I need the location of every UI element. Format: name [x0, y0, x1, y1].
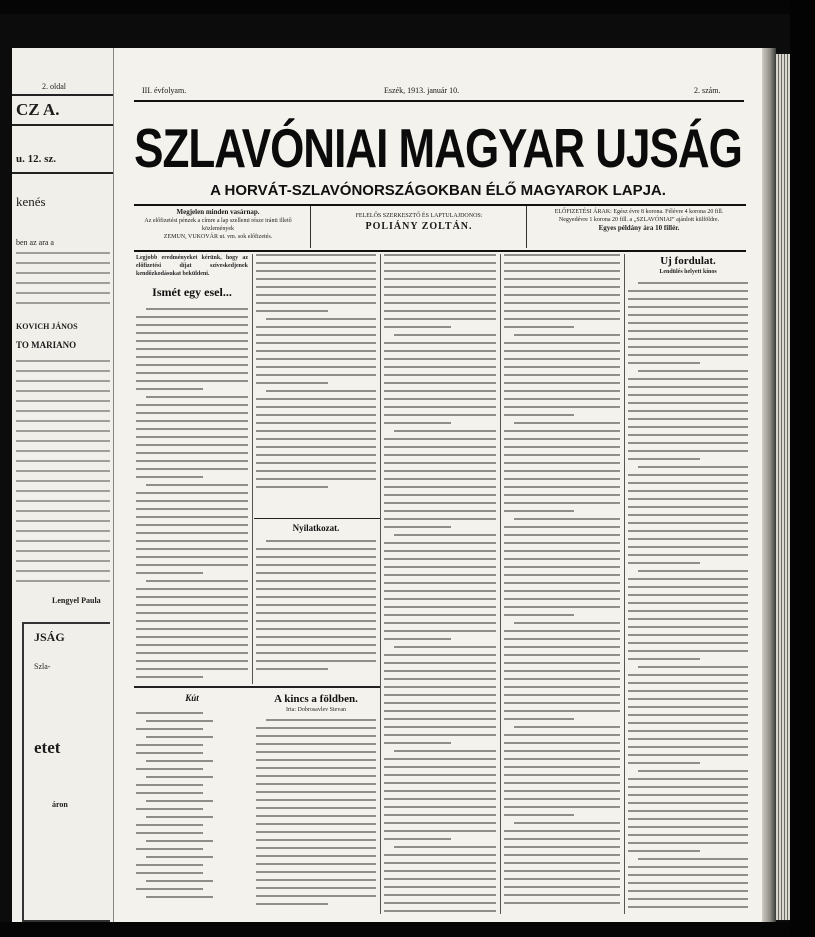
column-1 [136, 254, 248, 684]
declaration-text [256, 540, 376, 670]
volume-label: III. évfolyam. [142, 86, 187, 95]
editor-label: FELELŐS SZERKESZTŐ ÉS LAPTULAJDONOS: [355, 213, 483, 219]
newspaper-front-page [114, 48, 762, 922]
declaration-article [256, 522, 376, 682]
right-article-title: Uj fordulat. [660, 255, 716, 267]
poem [136, 692, 248, 914]
previous-page-box-end: áron [52, 800, 68, 809]
lead-intro: Legjobb eredményeket kérünk, hogy az előfizetési díjat szíveskedjenek kendőzkodásukat beküldeni. [136, 255, 248, 277]
column-4 [504, 254, 620, 914]
previous-page-box-title: JSÁG [34, 630, 65, 644]
film-border-bottom [0, 922, 815, 937]
film-border-right [790, 0, 815, 937]
feature-author: Irta: Dobrosavlev Stevan [286, 707, 346, 713]
publication-info-center [314, 212, 524, 252]
right-article-subtitle: Lendülés helyett kínos [659, 269, 717, 275]
publication-info-line: ZEMUN, VUKOVÁR ut. vm. sok előfizetés. [163, 234, 273, 240]
column-rule [624, 254, 625, 914]
section-rule [254, 518, 380, 519]
info-separator [310, 206, 311, 248]
previous-page-ad-name: KOVICH JÁNOS [16, 322, 78, 331]
declaration-title: Nyilatkozat. [292, 523, 340, 533]
info-separator [526, 206, 527, 248]
masthead-rule [134, 204, 746, 206]
previous-page-ad-place: TO MARIANO [16, 340, 77, 350]
lead-article-text [136, 308, 248, 678]
column-rule [252, 254, 253, 684]
column-4-text [504, 254, 620, 904]
previous-page-rule [12, 172, 114, 174]
subscription-line: Negyedévre 1 korona 20 fill. a „SZLAVÓNIAI” ajánlott külföldre. [558, 217, 720, 223]
masthead-title: SZLAVÓNIAI MAGYAR UJSÁG [134, 118, 742, 180]
poem-title: Kút [185, 693, 199, 703]
previous-page-box-line: Szla- [34, 662, 51, 671]
masthead-subtitle: A HORVÁT-SZLAVÓNORSZÁGOKBAN ÉLŐ MAGYAROK LAPJA. [210, 182, 666, 199]
subscription-line: ELŐFIZETÉSI ÁRAK: Egész évre 8 korona. Félévre 4 korona 20 fill. [554, 209, 724, 215]
previous-page-rule [12, 94, 114, 96]
date-place-label: Eszék, 1913. január 10. [384, 86, 460, 95]
previous-page-label: 2. oldal [42, 82, 66, 91]
issue-number-label: 2. szám. [694, 86, 721, 95]
previous-page-box-word: etet [34, 738, 61, 757]
column-5 [628, 254, 748, 914]
previous-page [12, 48, 114, 922]
publication-info-left [128, 208, 308, 248]
page-binding-shadow [762, 48, 776, 922]
lead-article-title: Ismét egy esel... [152, 285, 232, 299]
page-stack-edges [776, 54, 790, 920]
single-copy-price: Egyes példány ára 10 fillér. [598, 224, 680, 232]
previous-page-ad-heading: kenés [16, 194, 46, 209]
info-rule [134, 250, 746, 252]
column-2-text [256, 254, 376, 488]
right-article-text [628, 282, 748, 914]
feature-text [256, 719, 376, 905]
section-rule [134, 686, 380, 688]
previous-page-text-lines [16, 360, 110, 590]
poem-text [136, 712, 248, 898]
previous-page-ad-sign: Lengyel Paula [52, 596, 101, 605]
issue-header [114, 86, 762, 98]
publication-info-right [530, 208, 748, 248]
feature-title: A kincs a földben. [274, 693, 358, 705]
previous-page-text-lines [16, 252, 110, 312]
previous-page-date-fragment: u. 12. sz. [16, 153, 57, 165]
previous-page-mast-fragment: CZ A. [16, 100, 60, 119]
publication-schedule: Megjelen minden vasárnap. [176, 208, 260, 216]
previous-page-ad-line: ben az ara a [16, 238, 54, 247]
editor-name: POLIÁNY ZOLTÁN. [365, 221, 473, 232]
publication-info-line: Az előfizetési pénzek a címre a lap szellemi része iránti illető közlemények [144, 218, 292, 232]
header-rule [134, 100, 744, 102]
column-3-text [384, 254, 496, 914]
film-border-top [0, 0, 815, 14]
column-rule [380, 254, 381, 914]
column-rule [500, 254, 501, 914]
column-3 [384, 254, 496, 914]
previous-page-rule [12, 124, 114, 126]
column-2 [256, 254, 376, 516]
feature-article [256, 692, 376, 914]
